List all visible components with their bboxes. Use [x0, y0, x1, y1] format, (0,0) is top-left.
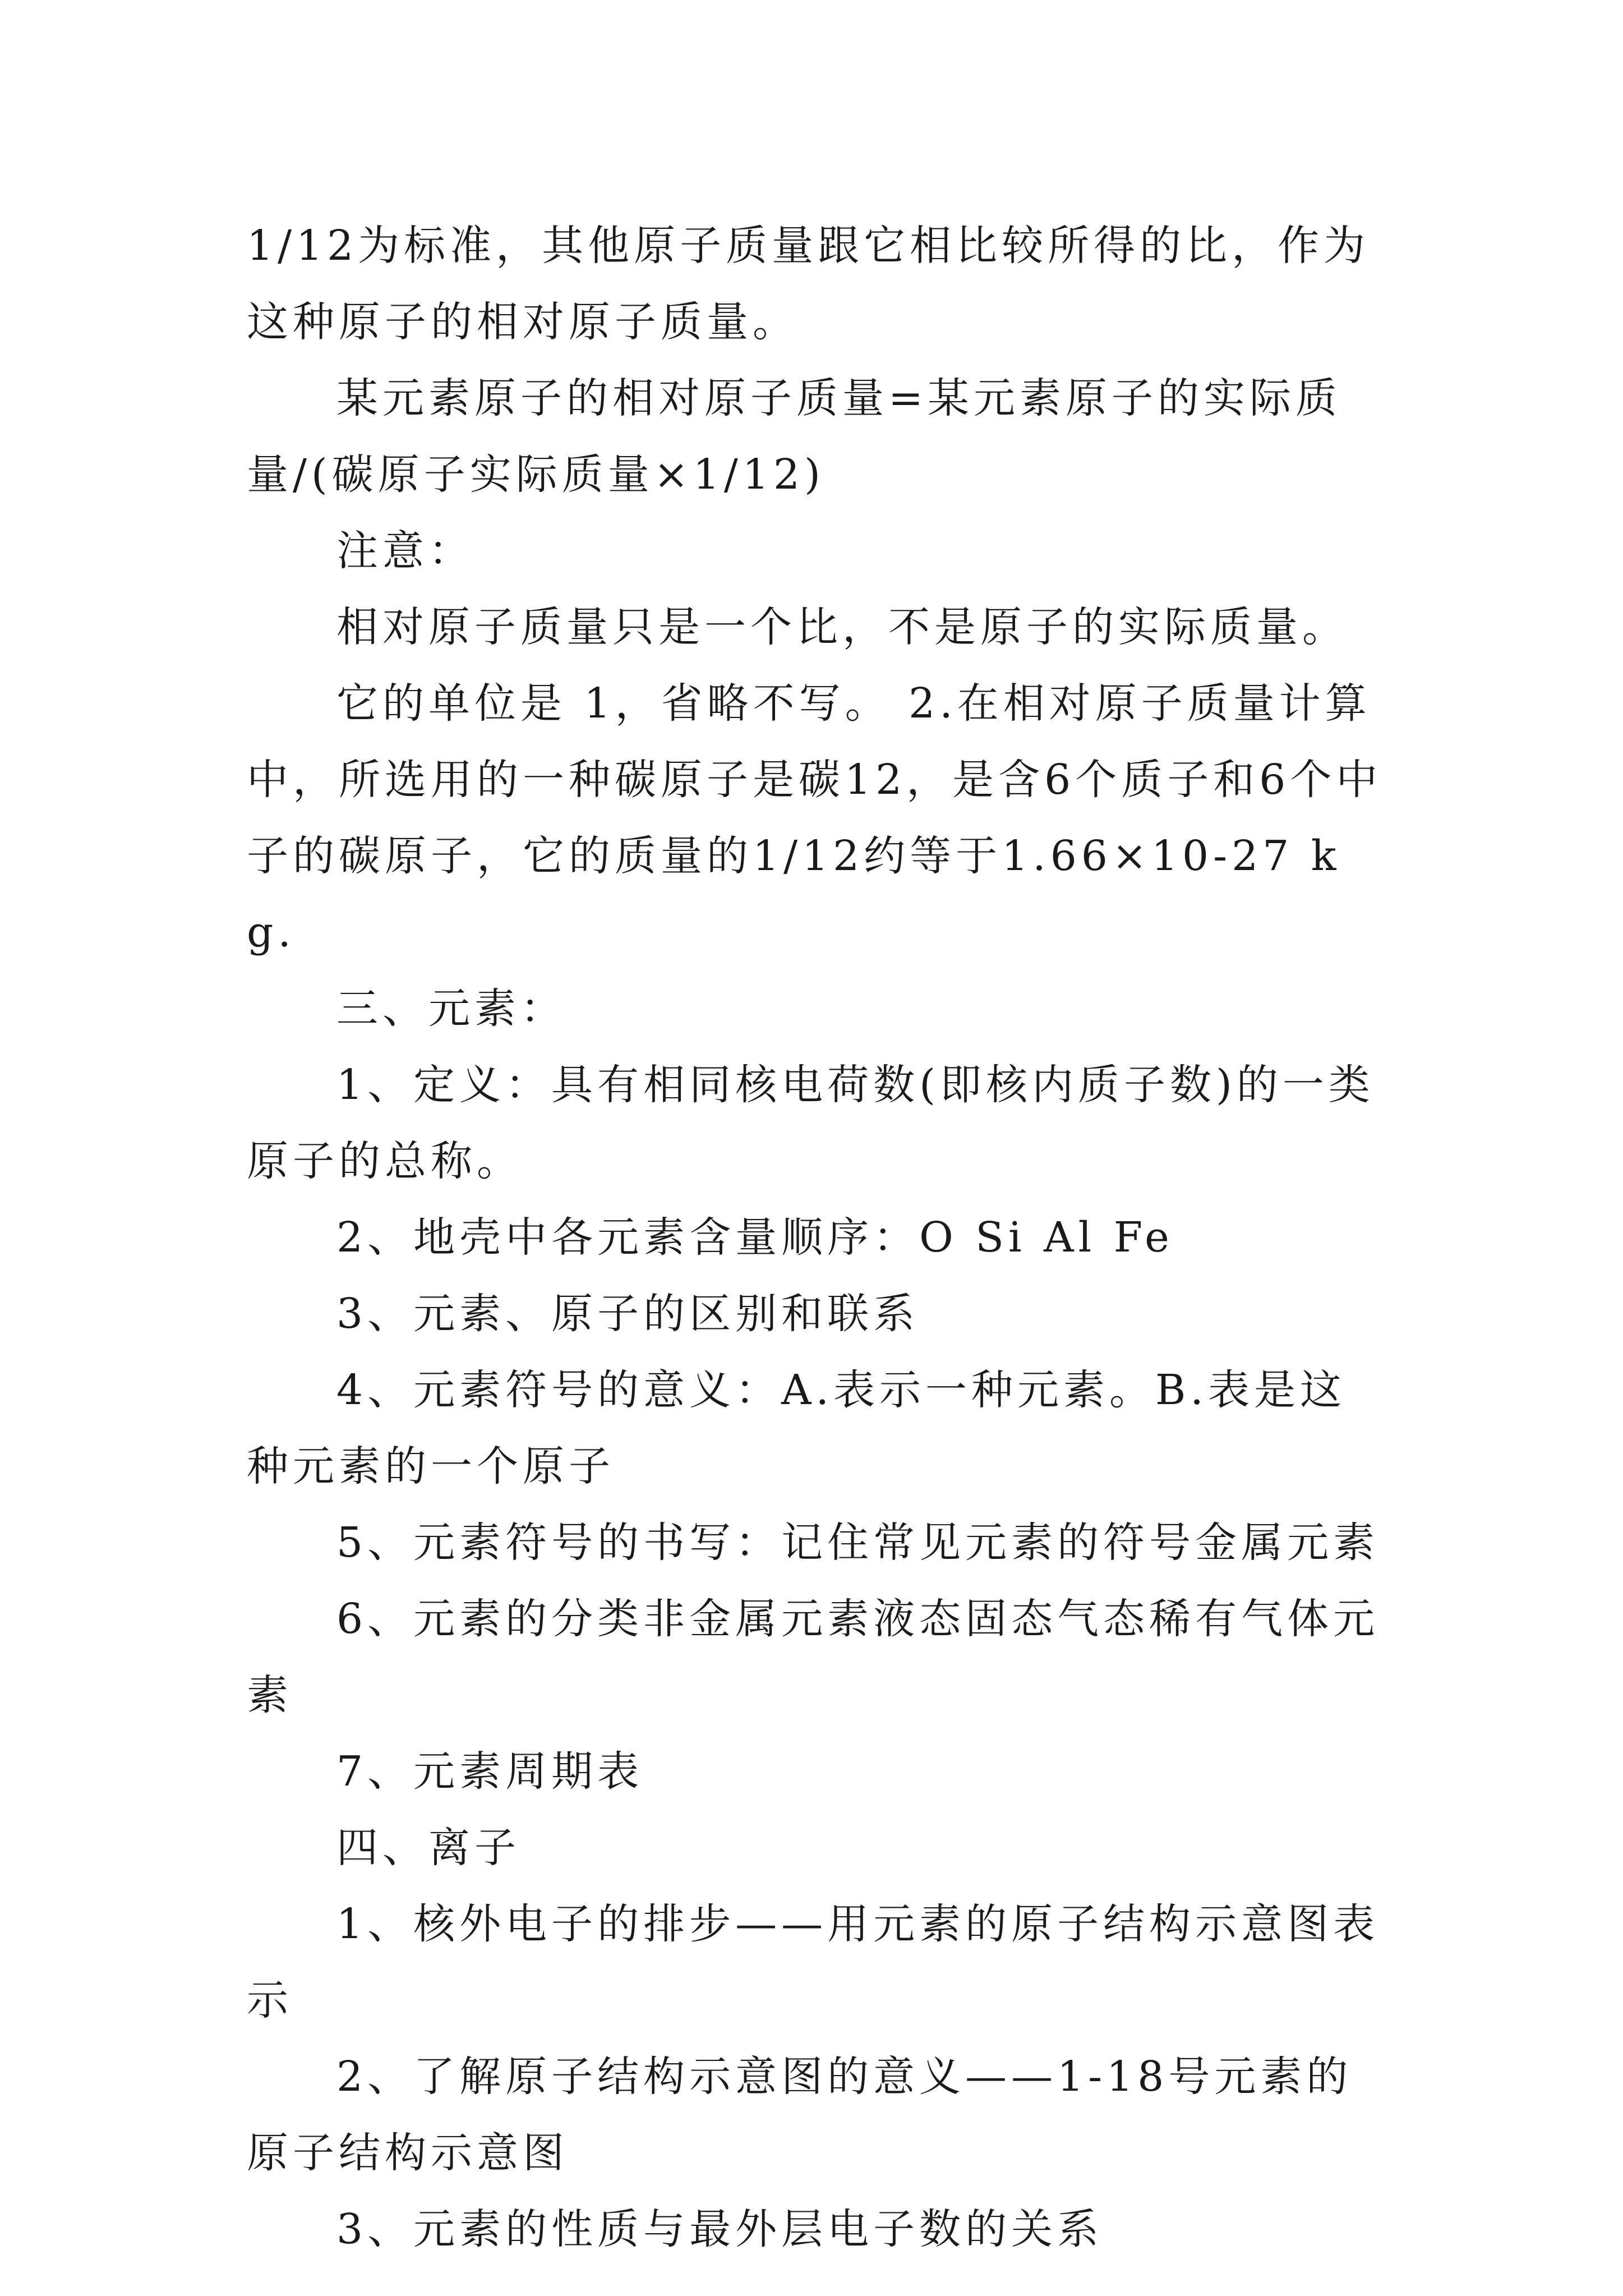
paragraph-8: 2、地壳中各元素含量顺序：O Si Al Fe [336, 1213, 1174, 1262]
paragraph-17: 3、元素的性质与最外层电子数的关系 [336, 2205, 1104, 2253]
paragraph-4: 相对原子质量只是一个比，不是原子的实际质量。 [336, 603, 1348, 651]
paragraph-10: 4、元素符号的意义：A.表示一种元素。B.表是这种元素的一个原子 [247, 1366, 1346, 1490]
paragraph-13: 7、元素周期表 [336, 1747, 644, 1796]
paragraph-11: 5、元素符号的书写：记住常见元素的符号金属元素 [336, 1519, 1380, 1567]
paragraph-16: 2、了解原子结构示意图的意义——1-18号元素的原子结构示意图 [247, 2053, 1353, 2177]
paragraph-15: 1、核外电子的排步——用元素的原子结构示意图表示 [247, 1900, 1380, 2024]
paragraph-7: 1、定义：具有相同核电荷数(即核内质子数)的一类原子的总称。 [247, 1061, 1375, 1185]
document-body [247, 208, 1385, 2267]
section-heading-ions: 四、离子 [336, 1824, 520, 1872]
paragraph-9: 3、元素、原子的区别和联系 [336, 1290, 920, 1338]
paragraph-2: 某元素原子的相对原子质量=某元素原子的实际质量/(碳原子实际质量×1/12) [247, 374, 1342, 499]
section-heading-elements: 三、元素： [336, 984, 566, 1033]
paragraph-12: 6、元素的分类非金属元素液态固态气态稀有气体元素 [247, 1595, 1380, 1719]
paragraph-1: 1/12为标准，其他原子质量跟它相比较所得的比，作为这种原子的相对原子质量。 [247, 222, 1370, 346]
paragraph-5: 它的单位是 1，省略不写。 2.在相对原子质量计算中，所选用的一种碳原子是碳12，是含6个质子和6个中子的碳原子，它的质量的1/12约等于1.66×10-27 kg. [247, 679, 1382, 956]
paragraph-3: 注意： [336, 527, 474, 575]
